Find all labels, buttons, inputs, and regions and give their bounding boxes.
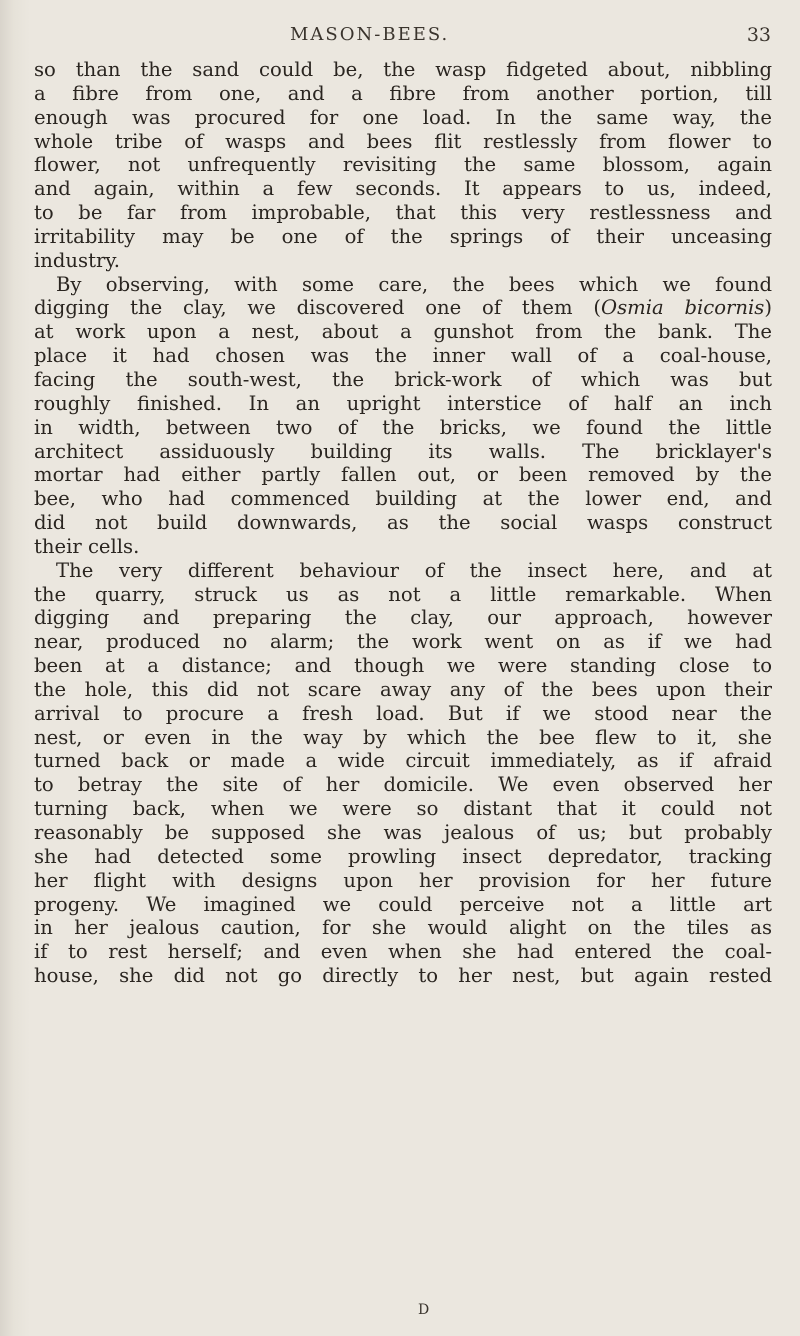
text-line: progeny. We imagined we could perceive not a little art bbox=[34, 892, 772, 916]
text-line: arrival to procure a fresh load. But if we stood near the bbox=[34, 701, 772, 725]
text-line: to be far from improbable, that this very restlessness and bbox=[34, 201, 772, 225]
text-line: in her jealous caution, for she would alight on the tiles as bbox=[34, 916, 772, 940]
text-line: near, produced no alarm; the work went on as if we had bbox=[34, 630, 772, 654]
body-text bbox=[34, 58, 772, 988]
text-line: at work upon a nest, about a gunshot from the bank. The bbox=[34, 320, 772, 344]
text-line: The very different behaviour of the insect here, and at bbox=[56, 558, 772, 582]
text-line: industry. bbox=[34, 248, 121, 272]
text-line: in width, between two of the bricks, we found the little bbox=[34, 415, 772, 439]
text-line: if to rest herself; and even when she had entered the coal- bbox=[34, 940, 772, 964]
text-line: whole tribe of wasps and bees flit restlessly from flower to bbox=[34, 129, 772, 153]
text-line: to betray the site of her domicile. We even observed her bbox=[34, 773, 772, 797]
text-line: the hole, this did not scare away any of the bees upon their bbox=[34, 677, 772, 701]
text-line: nest, or even in the way by which the bee flew to it, she bbox=[34, 725, 772, 749]
text-line: irritability may be one of the springs of their unceasing bbox=[34, 224, 772, 248]
text-line: facing the south-west, the brick-work of which was but bbox=[34, 367, 772, 391]
text-line: been at a distance; and though we were standing close to bbox=[34, 654, 772, 678]
text-line: their cells. bbox=[34, 534, 140, 558]
text-fragment: digging the clay, we discovered one of them ( bbox=[34, 296, 601, 320]
text-line: she had detected some prowling insect depredator, tracking bbox=[34, 844, 772, 868]
text-line: a fibre from one, and a fibre from another portion, till bbox=[34, 81, 772, 105]
text-line: house, she did not go directly to her nest, but again rested bbox=[34, 964, 772, 988]
text-line: her flight with designs upon her provision for her future bbox=[34, 868, 772, 892]
text-line: enough was procured for one load. In the same way, the bbox=[34, 105, 772, 129]
page-number: 33 bbox=[746, 24, 771, 46]
text-line: digging and preparing the clay, our approach, however bbox=[34, 606, 772, 630]
text-line-with-species bbox=[34, 296, 772, 320]
text-line: turned back or made a wide circuit immediately, as if afraid bbox=[34, 749, 772, 773]
text-line: and again, within a few seconds. It appears to us, indeed, bbox=[34, 177, 772, 201]
text-fragment: ) bbox=[764, 296, 772, 320]
text-line: architect assiduously building its walls. The bricklayer's bbox=[34, 439, 772, 463]
text-line: did not build downwards, as the social wasps construct bbox=[34, 511, 772, 535]
text-line: turning back, when we were so distant that it could not bbox=[34, 797, 772, 821]
running-head: MASON-BEES. bbox=[290, 24, 450, 45]
text-line: so than the sand could be, the wasp fidgeted about, nibbling bbox=[34, 58, 772, 81]
text-line: By observing, with some care, the bees which we found bbox=[56, 272, 772, 296]
text-line: mortar had either partly fallen out, or been removed by the bbox=[34, 463, 772, 487]
text-line: the quarry, struck us as not a little remarkable. When bbox=[34, 582, 772, 606]
page-header bbox=[0, 24, 800, 54]
text-line: place it had chosen was the inner wall of a coal-house, bbox=[34, 344, 772, 368]
text-line: roughly finished. In an upright interstice of half an inch bbox=[34, 391, 772, 415]
text-line: bee, who had commenced building at the lower end, and bbox=[34, 487, 772, 511]
species-name: Osmia bicornis bbox=[601, 296, 765, 320]
signature-mark: D bbox=[418, 1302, 430, 1318]
text-line: reasonably be supposed she was jealous of us; but probably bbox=[34, 821, 772, 844]
text-line: flower, not unfrequently revisiting the same blossom, again bbox=[34, 153, 772, 177]
